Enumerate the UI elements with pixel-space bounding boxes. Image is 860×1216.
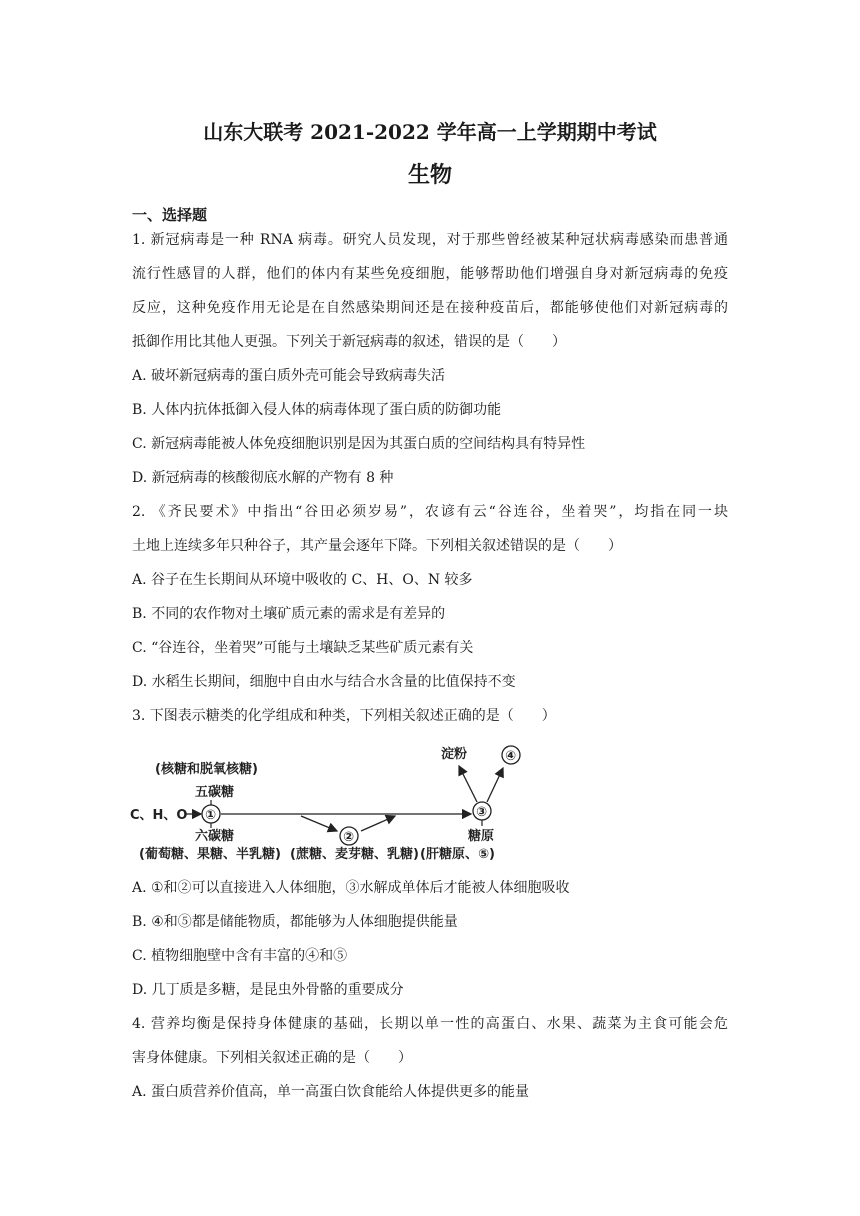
exam-title: 山东大联考 2021-2022 学年高一上学期期中考试 — [203, 120, 657, 144]
q4-option-a: A. 蛋白质营养价值高，单一高蛋白饮食能给人体提供更多的能量 — [132, 1084, 530, 1100]
q1-option-c: C. 新冠病毒能被人体免疫细胞识别是因为其蛋白质的空间结构具有特异性 — [132, 436, 586, 452]
q3-option-d: D. 几丁质是多糖，是昆虫外骨骼的重要成分 — [132, 982, 404, 998]
arrow-1-to-2 — [301, 816, 337, 831]
node-1-label: ① — [205, 808, 217, 823]
section-heading: 一、选择题 — [132, 206, 208, 224]
node-4-label: ④ — [505, 749, 517, 764]
q1-stem-line-3: 反应，这种免疫作用无论是在自然感染期间还是在接种疫苗后，都能够使他们对新冠病毒的 — [132, 300, 728, 316]
q3-option-b: B. ④和⑤都是储能物质，都能够为人体细胞提供能量 — [132, 914, 458, 930]
q1-stem-line-4: 抵御作用比其他人更强。下列关于新冠病毒的叙述，错误的是（ ） — [132, 334, 566, 350]
q1-stem-line-1: 1. 新冠病毒是一种 RNA 病毒。研究人员发现，对于那些曾经被某种冠状病毒感染而患普通 — [132, 232, 728, 248]
glycogen-label: 糖原 — [468, 829, 495, 844]
q3-option-a: A. ①和②可以直接进入人体细胞，③水解成单体后才能被人体细胞吸收 — [132, 880, 570, 896]
arrow-2-to-3 — [361, 816, 395, 831]
q2-option-b: B. 不同的农作物对土壤矿质元素的需求是有差异的 — [132, 606, 446, 622]
starch-label: 淀粉 — [441, 747, 468, 762]
q3-option-c: C. 植物细胞壁中含有丰富的④和⑤ — [132, 948, 348, 964]
elements-label: C、H、O — [130, 808, 188, 823]
arrow-3-to-starch — [459, 766, 477, 802]
disaccharide-examples: (蔗糖、麦芽糖、乳糖) — [290, 847, 419, 862]
pentose-label: 五碳糖 — [195, 785, 235, 800]
q4-stem-line-2: 害身体健康。下列相关叙述正确的是（ ） — [132, 1050, 412, 1066]
node-3-label: ③ — [476, 805, 488, 820]
hexose-label: 六碳糖 — [195, 829, 235, 844]
q1-option-b: B. 人体内抗体抵御入侵人体的病毒体现了蛋白质的防御功能 — [132, 402, 502, 418]
node-2-label: ② — [343, 830, 355, 845]
q1-option-d: D. 新冠病毒的核酸彻底水解的产物有 8 种 — [132, 470, 394, 486]
q2-stem-line-1: 2. 《齐民要术》中指出“谷田必须岁易”，农谚有云“谷连谷，坐着哭”，均指在同一块 — [132, 504, 728, 520]
q1-stem-line-2: 流行性感冒的人群，他们的体内有某些免疫细胞，能够帮助他们增强自身对新冠病毒的免疫 — [132, 266, 728, 282]
q2-option-d: D. 水稻生长期间，细胞中自由水与结合水含量的比值保持不变 — [132, 674, 516, 690]
arrow-3-to-4 — [487, 768, 503, 802]
q1-option-a: A. 破坏新冠病毒的蛋白质外壳可能会导致病毒失活 — [132, 368, 446, 384]
q2-option-c: C. “谷连谷，坐着哭”可能与土壤缺乏某些矿质元素有关 — [132, 640, 474, 656]
q2-stem-line-2: 土地上连续多年只种谷子，其产量会逐年下降。下列相关叙述错误的是（ ） — [132, 538, 622, 554]
q3-stem: 3. 下图表示糖类的化学组成和种类，下列相关叙述正确的是（ ） — [132, 708, 556, 724]
glycogen-examples: (肝糖原、⑤) — [420, 847, 495, 862]
pentose-examples: (核糖和脱氧核糖) — [155, 762, 258, 777]
subject-title: 生物 — [407, 162, 452, 188]
hexose-examples: (葡萄糖、果糖、半乳糖) — [139, 847, 281, 862]
sugar-classification-diagram — [125, 738, 545, 868]
q2-option-a: A. 谷子在生长期间从环境中吸收的 C、H、O、N 较多 — [132, 572, 473, 588]
q4-stem-line-1: 4. 营养均衡是保持身体健康的基础，长期以单一性的高蛋白、水果、蔬菜为主食可能会危 — [132, 1016, 728, 1032]
